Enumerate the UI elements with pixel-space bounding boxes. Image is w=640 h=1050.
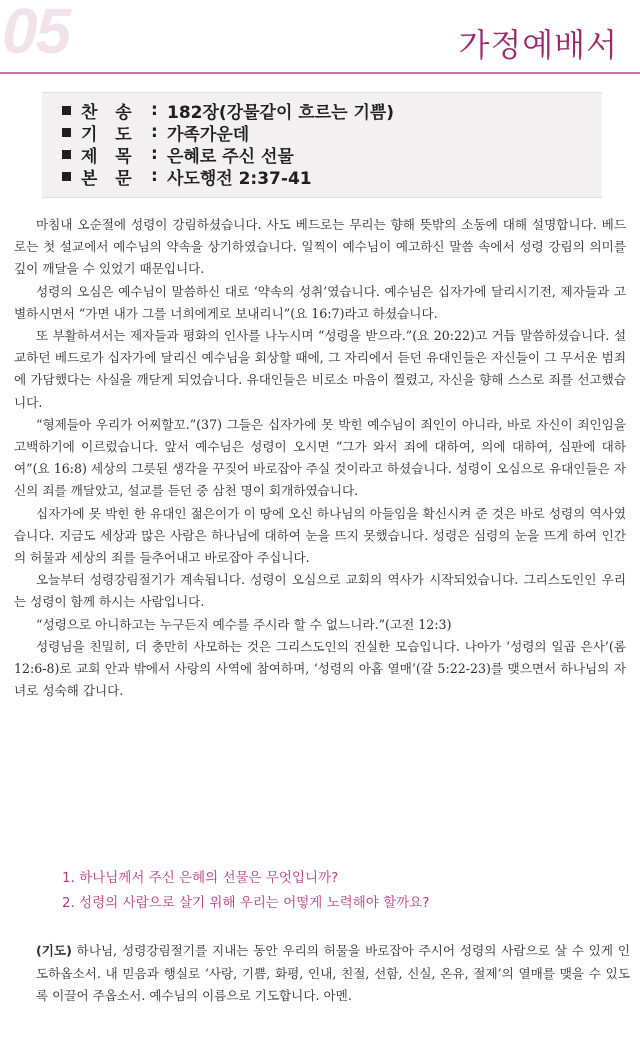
info-row-title: [62, 143, 602, 165]
sermon-paragraph: 또 부활하셔서는 제자들과 평화의 인사를 나누시며 “성령을 받으라.”(요 20:22)고 거듭 말씀하셨습니다. 설교하던 베드로가 십자가에 달리신 예수님을 회상할 때에, 그 자리에서 듣던 유대인들은 자신들이 그 무서운 범죄에 가담했다는 사실을 깨닫게 되었습니다. 유대인들은 비로소 마음이 찔렸고, 자신을 향해 스스로 죄를 선고했습니다.: [14, 328, 626, 410]
info-row-hymn: [62, 99, 602, 121]
sermon-paragraph: 오늘부터 성령강림절기가 계속됩니다. 성령이 오심으로 교회의 역사가 시작되었습니다. 그리스도인인 우리는 성령이 함께 하시는 사람입니다.: [14, 572, 626, 610]
page-title: 가정예배서: [458, 26, 618, 64]
info-label: 본 문: [81, 168, 134, 189]
info-colon: :: [151, 122, 158, 142]
info-value: 사도행전 2:37-41: [167, 168, 312, 189]
square-bullet-icon: [62, 172, 71, 181]
info-label: 제 목: [81, 146, 134, 167]
info-value: 은혜로 주신 선물: [167, 146, 294, 167]
sermon-paragraph: 십자가에 못 박힌 한 유대인 젊은이가 이 땅에 오신 하나님의 아들임을 확신시켜 준 것은 바로 성령의 역사였습니다. 지금도 세상과 많은 사람은 하나님에 대하여 눈을 뜨지 못했습니다. 성령은 심령의 눈을 뜨게 하여 인간의 허물과 세상의 죄를 들추어내고 바로잡아 주십니다.: [14, 505, 626, 566]
square-bullet-icon: [62, 106, 71, 115]
info-row-prayer: [62, 121, 602, 143]
page-header: [0, 0, 640, 80]
info-label: 찬 송: [81, 102, 134, 123]
info-colon: :: [151, 100, 158, 120]
square-bullet-icon: [62, 128, 71, 137]
sermon-paragraph: 성령의 오심은 예수님이 말씀하신 대로 ‘약속의 성취’였습니다. 예수님은 십자가에 달리시기전, 제자들과 고별하시면서 “가면 내가 그를 너희에게로 보내리니”(요 16:7)라고 하셨습니다.: [14, 283, 626, 321]
info-value: 182장(강물같이 흐르는 기쁨): [167, 102, 395, 123]
worship-info-box: [42, 92, 602, 198]
worship-info-list: [42, 93, 602, 187]
sermon-paragraph: “성령으로 아니하고는 누구든지 예수를 주시라 할 수 없느니라.”(고전 12:3): [36, 616, 452, 632]
question-item: 1. 하나님께서 주신 은혜의 선물은 무엇입니까?: [62, 870, 339, 886]
info-row-scripture: [62, 165, 602, 187]
sermon-paragraph: 성령님을 친밀히, 더 충만히 사모하는 것은 그리스도인의 진실한 모습입니다. 나아가 ‘성령의 일곱 은사’(롬 12:6-8)로 교회 안과 밖에서 사랑의 사역에 참여하며, ‘성령의 아홉 열매’(갈 5:22-23)를 맺으면서 하나님의 자녀로 성숙해 갑니다.: [14, 638, 626, 699]
info-value: 가족가운데: [167, 124, 250, 145]
header-divider: [0, 72, 640, 74]
prayer-text: 하나님, 성령강림절기를 지내는 동안 우리의 허물을 바로잡아 주시어 성령의 사람으로 살 수 있게 인도하옵소서. 내 믿음과 행실로 ‘사랑, 기쁨, 화평, 인내, 친절, 선함, 신실, 온유, 절제’의 열매를 맺을 수 있도록 이끌어 주옵소서. 예수님의 이름으로 기도합니다. 아멘.: [36, 943, 630, 1003]
sermon-paragraph: 마침내 오순절에 성령이 강림하셨습니다. 사도 베드로는 무리는 향해 뜻밖의 소동에 대해 설명합니다. 베드로는 첫 설교에서 예수님의 약속을 상기하였습니다. 일찍이 예수님이 예고하신 말씀 속에서 성령 강림의 의미를 깊이 깨달을 수 있었기 때문입니다.: [14, 217, 626, 277]
info-label: 기 도: [81, 124, 134, 145]
prayer-paragraph: [36, 940, 630, 1008]
sermon-body: [14, 214, 626, 702]
discussion-questions: [62, 866, 622, 916]
page-number: 05: [2, 0, 70, 67]
closing-prayer: [36, 940, 630, 1008]
prayer-label: (기도): [36, 943, 72, 958]
info-colon: :: [151, 166, 158, 186]
sermon-paragraph: “형제들아 우리가 어찌할꼬.”(37) 그들은 십자가에 못 박힌 예수님이 죄인이 아니라, 바로 자신이 죄인임을 고백하기에 이르렀습니다. 앞서 예수님은 성령이 오시면 “그가 와서 죄에 대하여, 의에 대하여, 심판에 대하여”(요 16:8) 세상의 그릇된 생각을 꾸짖어 바로잡아 주실 것이라고 하셨습니다. 성령이 오심으로 유대인들은 자신의 죄를 깨달았고, 설교를 듣던 중 삼천 명이 회개하였습니다.: [14, 416, 626, 499]
square-bullet-icon: [62, 150, 71, 159]
info-colon: :: [151, 144, 158, 164]
question-item: 2. 성령의 사람으로 살기 위해 우리는 어떻게 노력해야 할까요?: [62, 895, 430, 911]
